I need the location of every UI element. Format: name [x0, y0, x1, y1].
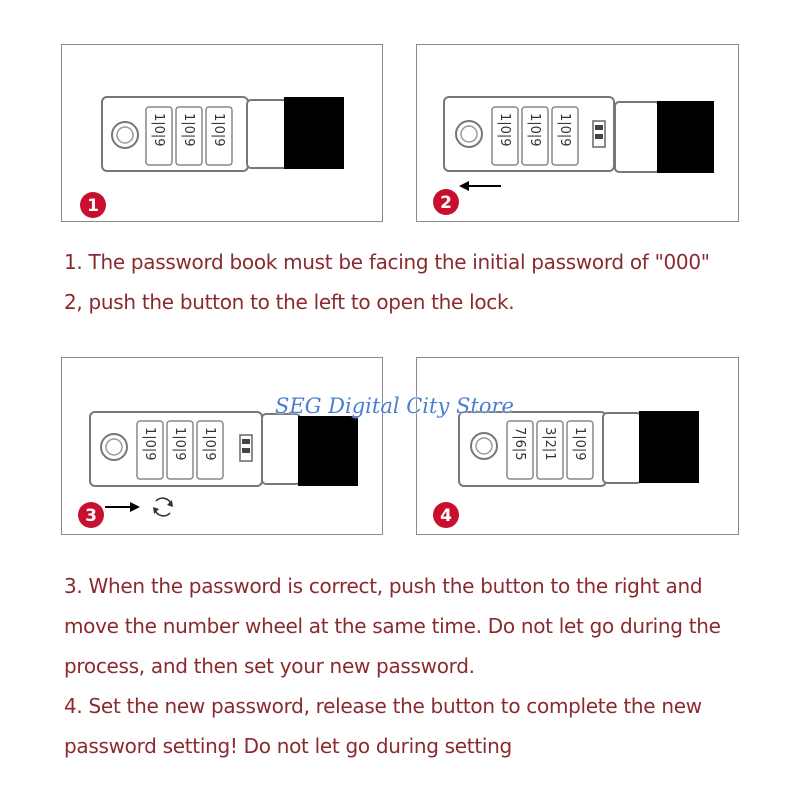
lock-body: [90, 412, 262, 486]
svg-text:3: 3: [85, 506, 97, 526]
step-2-badge: [433, 189, 459, 215]
caption-step-2: 2, push the button to the left to open the lock.: [64, 290, 515, 314]
dial-1-digits: 1|0|9: [151, 113, 166, 147]
dial-1: [146, 107, 172, 165]
step-1-illustration: [62, 45, 384, 223]
step-4-panel: [416, 357, 739, 535]
lock-body: [459, 412, 606, 486]
caption-step-4-line-2: password setting! Do not let go during setting: [64, 734, 512, 758]
dial-2-digits: 3|2|1: [542, 427, 557, 461]
dial-2-digits: 1|0|9: [181, 113, 196, 147]
lock-body: [444, 97, 614, 171]
step-3-panel: [61, 357, 383, 535]
step-2-panel: [416, 44, 739, 222]
dial-2: [167, 421, 193, 479]
arrow-right-icon: [105, 502, 140, 512]
strap-block: [639, 411, 699, 483]
dial-1: [507, 421, 533, 479]
dial-3: [197, 421, 223, 479]
dial-3: [567, 421, 593, 479]
step-3-badge: [78, 502, 104, 528]
strap-block: [657, 101, 714, 173]
strap-block: [298, 416, 358, 486]
store-watermark: SEG Digital City Store: [275, 394, 514, 418]
dial-2-digits: 1|0|9: [527, 113, 542, 147]
strap-block: [284, 97, 344, 169]
latch-plate: [603, 413, 641, 483]
latch-plate: [247, 100, 287, 168]
step-4-illustration: [417, 358, 740, 536]
lock-body: [102, 97, 248, 171]
caption-step-3-line-3: process, and then set your new password.: [64, 654, 475, 678]
dial-1-digits: 1|0|9: [142, 427, 157, 461]
step-2-illustration: [417, 45, 740, 223]
dial-3-digits: 1|0|9: [557, 113, 572, 147]
slide-button: [240, 435, 252, 461]
svg-text:4: 4: [440, 506, 452, 526]
slide-button: [593, 121, 605, 147]
svg-text:2: 2: [440, 193, 452, 213]
dial-3-digits: 1|0|9: [211, 113, 226, 147]
svg-text:1: 1: [87, 196, 99, 216]
latch-plate: [615, 102, 659, 172]
dial-1: [492, 107, 518, 165]
dial-2: [522, 107, 548, 165]
rotate-icon: [153, 498, 173, 516]
dial-1-digits: 1|0|9: [497, 113, 512, 147]
caption-step-4-line-1: 4. Set the new password, release the button to complete the new: [64, 694, 702, 718]
caption-step-1: 1. The password book must be facing the initial password of "000": [64, 250, 710, 274]
dial-2: [176, 107, 202, 165]
latch-plate: [262, 414, 300, 484]
dial-2-digits: 1|0|9: [172, 427, 187, 461]
step-1-panel: [61, 44, 383, 222]
dial-3: [206, 107, 232, 165]
caption-step-3-line-1: 3. When the password is correct, push the button to the right and: [64, 574, 703, 598]
dial-3-digits: 1|0|9: [572, 427, 587, 461]
dial-3: [552, 107, 578, 165]
dial-1-digits: 7|6|5: [512, 427, 527, 461]
arrow-left-icon: [459, 181, 501, 191]
dial-1: [137, 421, 163, 479]
step-1-badge: [80, 192, 106, 218]
step-3-illustration: [62, 358, 384, 536]
dial-2: [537, 421, 563, 479]
step-4-badge: [433, 502, 459, 528]
dial-3-digits: 1|0|9: [202, 427, 217, 461]
caption-step-3-line-2: move the number wheel at the same time. Do not let go during the: [64, 614, 721, 638]
